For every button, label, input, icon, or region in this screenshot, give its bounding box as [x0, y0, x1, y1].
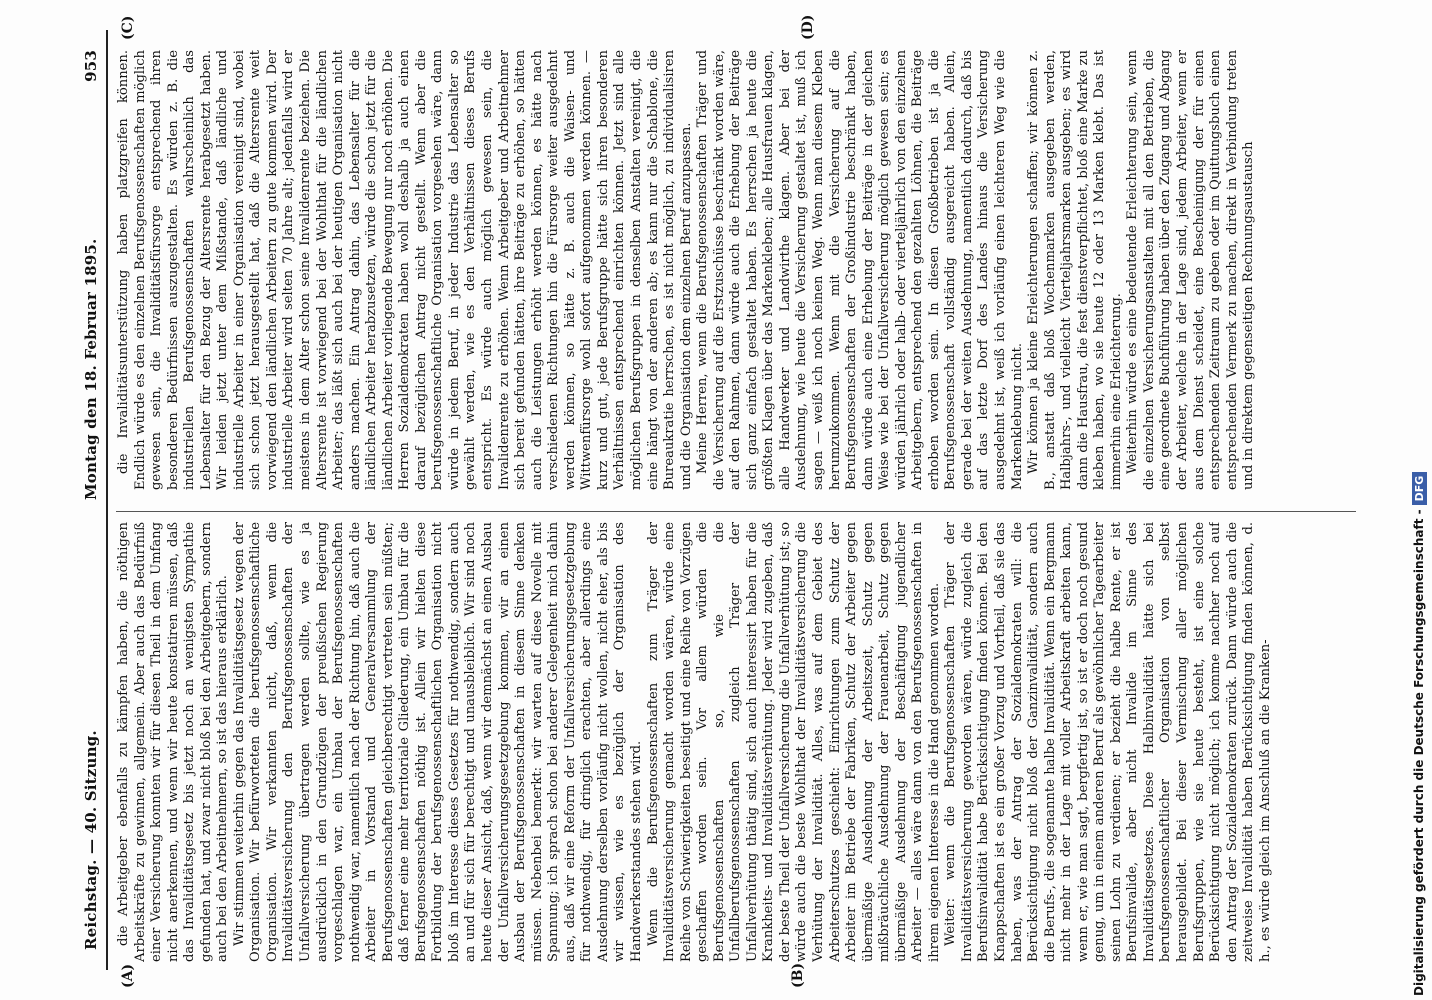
page-header [82, 40, 106, 970]
right-column [116, 50, 1356, 490]
digitization-credit [1408, 6, 1430, 996]
header-date: Montag den 18. Februar 1895. [82, 238, 100, 500]
header-session: Reichstag. — 40. Sitzung. [82, 730, 100, 950]
rotated-page-content [40, 14, 1370, 988]
left-column [116, 522, 1356, 962]
paragraph: Wenn die Berufsgenossenschaften zum Träger der Invaliditätsversicherung gemacht worden wären, würde eine Reihe von Schwierigkeiten beseitigt und eine Reihe von Vorzügen geschaffen worden sein. Vor allem würden die Berufsgenossenschaften so, wie die Unfallberufsgenossenschaften zugleich Träger der Unfallverhütung thätig sind, sich auch interessirt haben für die Krankheits- und Invaliditätsverhütung. Jeder wird zugeben, daß der beste Theil der Unfallversicherung die Unfallverhütung ist; so würde auch die beste Wohlthat der Invaliditätsversicherung die Verhütung der Invalidität. Alles, was auf dem Gebiet des Arbeiterschutzes geschieht: Einrichtungen zum Schutz der Arbeiter im Betriebe der Fabriken, Schutz der Arbeiter gegen übermäßige Ausdehnung der Arbeitszeit, Schutz gegen mißbräuchliche Ausdehnung der Frauenarbeit, Schutz gegen übermäßige Ausdehnung der Beschäftigung jugendlicher Arbeiter — alles wäre dann von den Berufsgenossenschaften in ihrem eigenen Interesse in die Hand genommen worden. [645, 522, 942, 962]
paragraph: Wir können ja kleine Erleichterungen schaffen; wir können z. B., anstatt daß bloß Wochenmarken ausgegeben werden, Halbjahrs-, und vielleicht Vierteljahrsmarken ausgeben; es wird dann die Hausfrau, die fest dienstverpflichtet, bloß eine Marke zu kleben haben, wo sie heute 12 oder 13 Marken klebt. Das ist immerhin eine Erleichterung. [1026, 50, 1124, 490]
margin-marker-d: (D) [800, 14, 816, 40]
paragraph: Weiterhin würde es eine bedeutende Erleichterung sein, wenn die einzelnen Versicherungsanstalten mit all den Betrieben, die eine geordnete Buchführung haben über den Zugang und Abgang der Arbeiter, welche in der Lage sind, jedem Arbeiter, wenn er aus dem Dienst scheidet, eine Bescheinigung der für einen entsprechenden Zeitraum zu geben oder im Quittungsbuch einen entsprechenden Vermerk zu machen, direkt in Verbindung treten und in direktem gegenseitigen Rechnungsaustausch [1125, 50, 1257, 490]
margin-marker-a: (A) [120, 963, 136, 988]
page-number: 953 [82, 50, 100, 82]
paragraph: die Invaliditätsunterstützung haben platzgreifen können. Endlich würde es den einzelnen Berufsgenossenschaften möglich gewesen sein, die Invaliditätsfürsorge entsprechend ihren besonderen Bedürfnissen auszugestalten. Es würden z. B. die industriellen Berufsgenossenschaften wahrscheinlich das Lebensalter für den Bezug der Altersrente herabgesetzt haben. Wir leiden jetzt unter dem Mißstande, daß ländliche und industrielle Arbeiter in einer Organisation vereinigt sind, wobei sich schon jetzt herausgestellt hat, daß die Altersrente weit vorwiegend den ländlichen Arbeitern zu gute kommen wird. Der industrielle Arbeiter wird selten 70 Jahre alt; jedenfalls wird er meistens in dem Alter schon seine Invalidenrente beziehen. Die Altersrente ist vorwiegend bei der Wohlthat für die ländlichen Arbeiter; das läßt sich auch bei der heutigen Organisation nicht anders machen. Ein Antrag dahin, das Lebensalter für die ländlichen Arbeiter herabzusetzen, würde die schon jetzt für die ländlichen Arbeiter vorliegende Bewegung nur noch erhöhen. Die Herren Sozialdemokraten haben wohl deshalb ja auch einen darauf bezüglichen Antrag nicht gestellt. Wenn aber die berufsgenossenschaftliche Organisation vorgesehen wäre, dann würde in jedem Beruf, in jeder Industrie das Lebensalter so gewählt werden, wie es den Verhältnissen dieses Berufs entspricht. Es würde auch möglich gewesen sein, die Invalidenrente zu erhöhen. Wenn Arbeitgeber und Arbeitnehmer sich bereit gefunden hätten, ihre Beiträge zu erhöhen, so hätten auch die Leistungen erhöht werden können, es hätte nach verschiedenen Richtungen hin die Fürsorge weiter ausgedehnt werden können, so hätte z. B. auch die Waisen- und Wittwenfürsorge wohl sofort aufgenommen werden können. — kurz und gut, jede Berufsgruppe hätte sich ihren besonderen Verhältnissen entsprechend einrichten können. Jetzt sind alle möglichen Berufsgruppen in denselben Anstalten vereinigt, die eine hängt von der anderen ab; es kann nur die Schablone, die Bureaukratie herrschen, es ist nicht möglich, zu individualisiren und die Organisation dem einzelnen Beruf anzupassen. [116, 50, 694, 490]
margin-marker-b: (B) [790, 962, 806, 988]
paragraph: Weiter: wenn die Berufsgenossenschaften Träger der Invaliditätsversicherung geworden wären, würde zugleich die Berufsinvalidität habe Berücksichtigung finden können. Bei den Knappschaften ist es ein großer Vorzug und Vortheil, daß sie das haben, was der Antrag der Sozialdemokraten will: die Berücksichtigung nicht bloß der Ganzinvalidität, sondern auch die Berufs-, die sogenannte halbe Invalidität. Wenn ein Bergmann nicht mehr in der Lage mit voller Arbeitskraft arbeiten kann, wenn er, wie man sagt, bergfertig ist, so ist er doch noch gesund genug, um in einem anderen Beruf als gewöhnlicher Tagearbeiter seinen Lohn zu verdienen; er bezieht die halbe Rente, er ist Berufsinvalide, aber nicht Invalide im Sinne des Invaliditätsgesetzes. Diese Halbinvalidität hätte sich bei berufsgenossenschaftlicher Organisation von selbst herausgebildet. Bei dieser Vermischung aller möglichen Berufsgruppen, wie sie heute besteht, ist eine solche Berücksichtigung nicht möglich; ich komme nachher noch auf den Antrag der Sozialdemokraten zurück. Dann würde auch die zeitweise Invalidität haben Berücksichtigung finden können, d. h., es würde gleich im Anschluß an die Kranken- [943, 522, 1273, 962]
column-divider [116, 511, 1356, 512]
paragraph: Wir stimmen weiterhin gegen das Invaliditätsgesetz wegen der Organisation. Wir befürworteten die berufsgenossenschaftliche Organisation. Wir verkannten nicht, daß, wenn die Invaliditätsversicherung den Berufsgenossenschaften der Unfallversicherung übertragen werden sollte, wie es ja ausdrücklich in den Grundzügen der preußischen Regierung vorgeschlagen war, ein Umbau der Berufsgenossenschaften nothwendig war, namentlich nach der Richtung hin, daß auch die Arbeiter in Vorstand und Generalversammlung der Berufsgenossenschaften gleichberechtigt vertreten sein müßten; daß ferner eine mehr territoriale Gliederung, ein Umbau für die Berufsgenossenschaften nöthig ist. Allein wir hielten diese Fortbildung der berufsgenossenschaftlichen Organisation nicht bloß im Interesse dieses Gesetzes für nothwendig, sondern auch an und für sich für berechtigt und unausbleiblich. Wir sind noch heute dieser Ansicht, daß, wenn wir demnächst an einen Ausbau der Unfallversicherungsgesetzgebung kommen, wir an einen Ausbau der Berufsgenossenschaften in diesem Sinne denken müssen. Nebenbei bemerkt: wir warten auf diese Novelle mit Spannung; ich sprach schon bei anderer Gelegenheit mich dahin aus, daß wir eine Reform der Unfallversicherungsgesetzgebung für nothwendig, für dringlich erachten, aber allerdings eine Ausdehnung derselben vorläufig nicht wollen, nicht eher, als bis wir wissen, wie es bezüglich der Organisation des Handwerkerstandes stehen wird. [231, 522, 644, 962]
paragraph: die Arbeitgeber ebenfalls zu kämpfen haben, die nöthigen Arbeitskräfte zu gewinnen, allgemein. Aber auch das Bedürfniß einer Versicherung konnten wir für diesen Theil in dem Umfang nicht anerkennen, und wenn wir heute konstatiren müssen, daß das Invaliditätsgesetz bis jetzt noch an wenigsten Sympathie gefunden hat, und zwar nicht bloß bei den Arbeitgebern, sondern auch bei den Arbeitnehmern, so ist das hieraus erklärlich. [116, 522, 231, 962]
paragraph: Meine Herren, wenn die Berufsgenossenschaften Träger und die Versicherung auf die Erstzuschüsse beschränkt worden wäre, auf den Rahmen, dann würde auch die Erhebung der Beiträge sich ganz einfach gestaltet haben. Es herrschen ja heute die größten Klagen über das Markenkleben; alle Hausfrauen klagen, alle Handwerker und Landwirthe klagen. Aber bei der Ausdehnung, wie heute die Versicherung gestaltet ist, muß ich sagen — weiß ich noch keinen Weg. Wenn man diesem Kleben herumzukommen. Wenn mit die Versicherung auf die Berufsgenossenschaften der Großindustrie beschränkt haben, dann würde auch eine Erhebung der Beiträge in der gleichen Weise wie bei der Unfallversicherung möglich gewesen sein; es würden jährlich oder halb- oder vierteljährlich von den einzelnen Arbeitgebern, entsprechend den gezahlten Löhnen, die Beiträge erhoben worden sein. In diesen Großbetrieben ist ja die Berufsgenossenschaft vollständig ausgereicht haben. Allein, gerade bei der weiten Ausdehnung, namentlich dadurch, daß bis auf das letzte Dorf des Landes hinaus die Versicherung ausgedehnt ist, weiß ich vorläufig einen leichteren Weg wie die Markenklebung nicht. [695, 50, 1025, 490]
credit-text: Digitalisierung gefördert durch die Deutsche Forschungsgemeinschaft - [1412, 509, 1426, 996]
dfg-badge: DFG [1412, 472, 1427, 506]
header-rule [106, 30, 108, 970]
margin-marker-c: (C) [120, 15, 136, 40]
